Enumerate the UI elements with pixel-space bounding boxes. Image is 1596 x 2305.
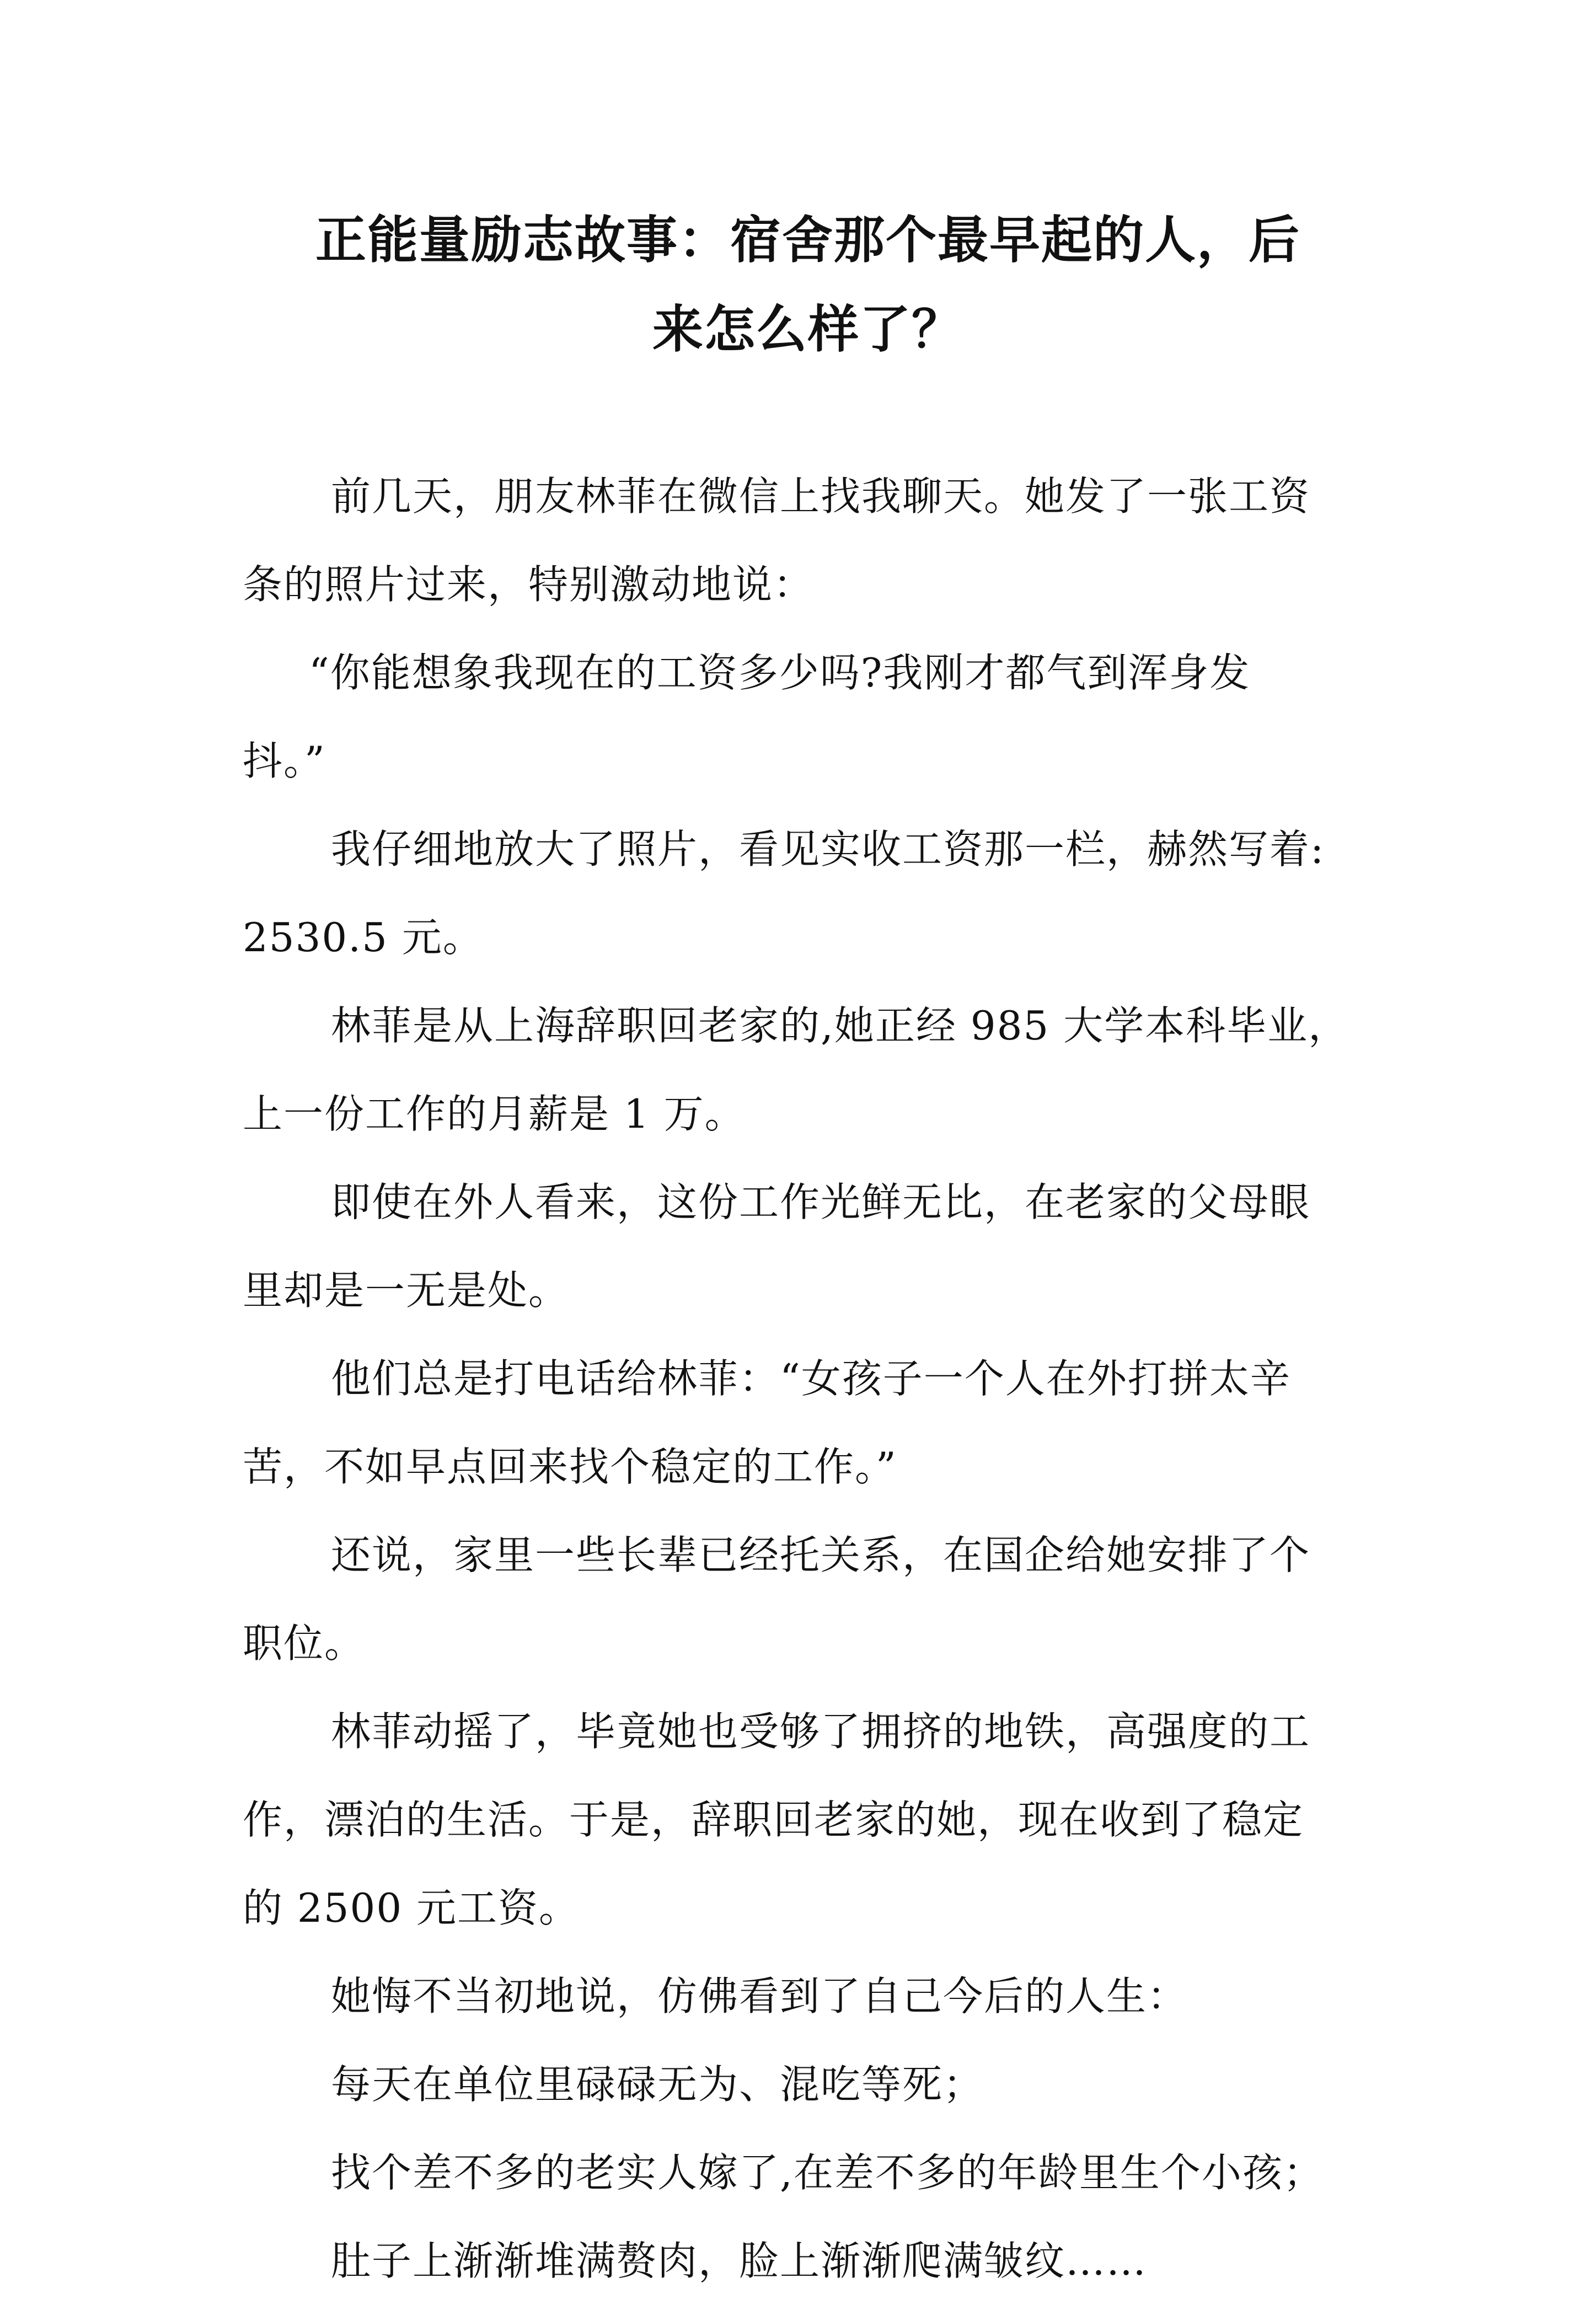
paragraph-line: 的 2500 元工资。 — [243, 1885, 580, 1931]
paragraph-line: 林菲动摇了，毕竟她也受够了拥挤的地铁，高强度的工 — [331, 1708, 1311, 1755]
paragraph-line: 条的照片过来，特别激动地说： — [243, 561, 815, 608]
paragraph — [243, 452, 1373, 629]
paragraph-line: 她悔不当初地说，仿佛看到了自己今后的人生： — [331, 1973, 1188, 2019]
paragraph-line: 即使在外人看来，这份工作光鲜无比，在老家的父母眼 — [331, 1179, 1311, 1225]
paragraph-line: 我仔细地放大了照片，看见实收工资那一栏，赫然写着: — [331, 826, 1325, 872]
paragraph-line: 里却是一无是处。 — [243, 1267, 570, 1314]
paragraph-line: 2530.5 元。 — [243, 914, 484, 961]
paragraph-line: 上一份工作的月薪是 1 万。 — [243, 1091, 746, 1137]
paragraph — [243, 982, 1373, 1158]
paragraph — [243, 1687, 1373, 1952]
paragraph — [243, 1952, 1373, 2040]
title-line: 正能量励志故事：宿舍那个最早起的人，后 — [315, 211, 1300, 270]
paragraph-line: 找个差不多的老实人嫁了,在差不多的年龄里生个小孩； — [331, 2149, 1324, 2196]
paragraph-line: “你能想象我现在的工资多少吗?我刚才都气到浑身发 — [309, 650, 1251, 696]
paragraph-line: 前几天，朋友林菲在微信上找我聊天。她发了一张工资 — [331, 473, 1311, 519]
paragraph — [243, 1334, 1373, 1511]
paragraph — [243, 2129, 1373, 2217]
paragraph-line: 职位。 — [243, 1620, 366, 1666]
paragraph-line: 还说，家里一些长辈已经托关系，在国企给她安排了个 — [331, 1532, 1311, 1578]
paragraph-line: 肚子上渐渐堆满赘肉，脸上渐渐爬满皱纹…… — [331, 2238, 1148, 2284]
paragraph — [243, 2040, 1373, 2129]
paragraph-line: 每天在单位里碌碌无为、混吃等死； — [331, 2061, 984, 2108]
title-line: 来怎么样了？ — [652, 300, 963, 359]
paragraph — [243, 1158, 1373, 1334]
paragraph — [243, 1511, 1373, 1687]
document-title — [243, 196, 1373, 374]
paragraph-line: 苦，不如早点回来找个稳定的工作。” — [243, 1444, 897, 1490]
paragraph-quote — [243, 629, 1373, 805]
paragraph — [243, 2217, 1373, 2305]
paragraph — [243, 805, 1373, 982]
paragraph-line: 抖。” — [243, 738, 326, 784]
paragraph-line: 林菲是从上海辞职回老家的,她正经 985 大学本科毕业， — [331, 1003, 1349, 1049]
paragraph-line: 作，漂泊的生活。于是，辞职回老家的她，现在收到了稳定 — [243, 1797, 1304, 1843]
paragraph-line: 他们总是打电话给林菲：“女孩子一个人在外打拼太辛 — [331, 1355, 1291, 1402]
document-body — [243, 452, 1373, 2305]
